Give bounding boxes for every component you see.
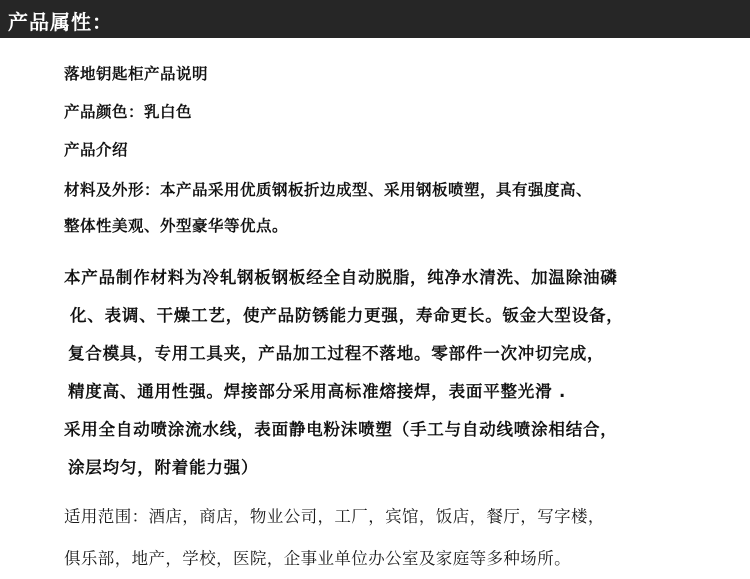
process-line-1: 本产品制作材料为冷轧钢板钢板经全自动脱脂，纯净水清洗、加温除油磷 — [64, 268, 618, 287]
process-line-3: 复合模具，专用工具夹，产品加工过程不落地。零部件一次冲切完成， — [68, 344, 605, 363]
page-title: 产品属性： — [8, 10, 113, 34]
process-line-5: 采用全自动喷涂流水线，表面静电粉沫喷塑（手工与自动线喷涂相结合， — [64, 420, 618, 439]
header-bar — [0, 0, 750, 38]
usage-line-1: 适用范围：酒店，商店，物业公司，工厂，宾馆，饭店，餐厅，写字楼， — [64, 507, 605, 526]
process-line-4: 精度高、通用性强。焊接部分采用高标准熔接焊，表面平整光滑 . — [68, 382, 567, 401]
process-line-6: 涂层均匀，附着能力强） — [68, 458, 259, 477]
process-line-2: 化、表调、干燥工艺，使产品防锈能力更强，寿命更长。钣金大型设备， — [70, 306, 624, 325]
usage-line-2: 俱乐部，地产，学校，医院，企事业单位办公室及家庭等多种场所。 — [64, 549, 571, 568]
product-heading: 落地钥匙柜产品说明 — [64, 65, 209, 83]
product-color: 产品颜色：乳白色 — [64, 103, 193, 121]
intro-label: 产品介绍 — [64, 141, 129, 159]
material-line-2: 整体性美观、外型豪华等优点。 — [64, 217, 289, 235]
material-line-1: 材料及外形：本产品采用优质钢板折边成型、采用钢板喷塑，具有强度高、 — [64, 181, 593, 199]
